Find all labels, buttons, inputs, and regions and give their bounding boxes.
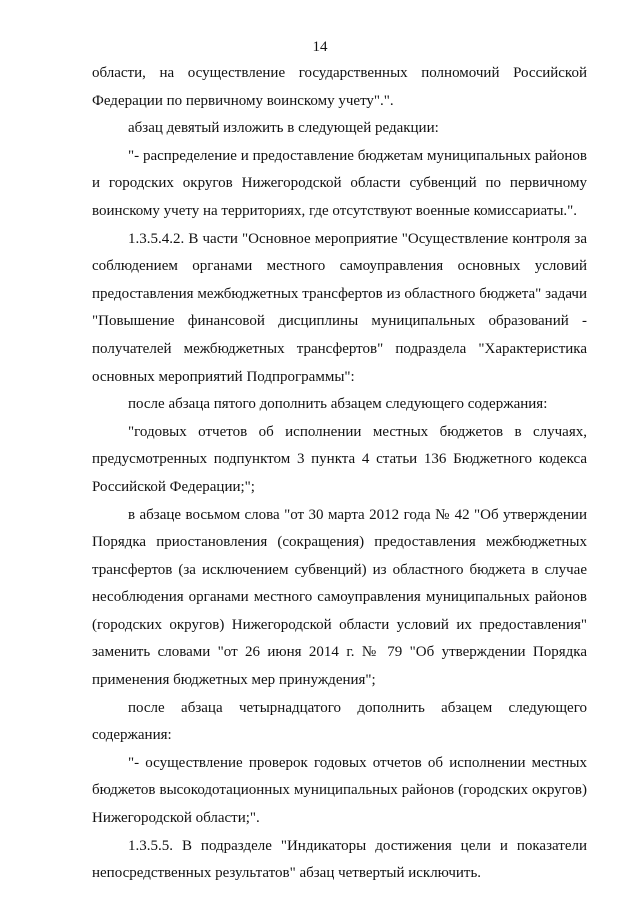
paragraph-quoted-inspections: "- осуществление проверок годовых отчетов об исполнении местных бюджетов высокодотационных муниципальных районов (городских округов) Нижегородской области;". (92, 754, 587, 827)
paragraph-instruction-ninth: абзац девятый изложить в следующей редакции: (128, 120, 439, 137)
paragraph-continuation: области, на осуществление государственных полномочий Российской Федерации по первичному воинскому учету".". (92, 65, 587, 109)
paragraph-quoted-subventions: "- распределение и предоставление бюджетам муниципальных районов и городских округов Нижегородской области субвенций по первичному воинскому учету на территориях, где отсутствуют военные комиссариаты.". (92, 147, 587, 219)
document-body (92, 60, 587, 888)
paragraph-quoted-annual-reports: "годовых отчетов об исполнении местных бюджетов в случаях, предусмотренных подпунктом 3 пункта 4 статьи 136 Бюджетного кодекса Российской Федерации;"; (92, 423, 587, 495)
paragraph-section-1-3-5-4-2: 1.3.5.4.2. В части "Основное мероприятие "Осуществление контроля за соблюдением органами местного самоуправления основных условий предоставления межбюджетных трансфертов из областного бюджета" задачи "Повышение финансовой дисциплины муниципальных образований - получателей межбюджетных трансфертов" подраздела "Характеристика основных мероприятий Подпрограммы": (92, 230, 587, 385)
paragraph-eighth-replacement: в абзаце восьмом слова "от 30 марта 2012 года № 42 "Об утверждении Порядка приостановления (сокращения) предоставления межбюджетных трансфертов (за исключением субвенций) из областного бюджета в случае несоблюдения органами местного самоуправления муниципальных районов (городских округов) Нижегородской области условий их предоставления" заменить словами "от 26 июня 2014 г. № 79 "Об утверждении Порядка применения бюджетных мер принуждения"; (92, 506, 587, 689)
paragraph-section-1-3-5-5: 1.3.5.5. В подразделе "Индикаторы достижения цели и показатели непосредственных результатов" абзац четвертый исключить. (92, 837, 587, 882)
paragraph-after-fourteenth: после абзаца четырнадцатого дополнить абзацем следующего содержания: (92, 699, 587, 744)
page-number: 14 (312, 39, 328, 55)
paragraph-after-fifth: после абзаца пятого дополнить абзацем следующего содержания: (128, 396, 548, 413)
